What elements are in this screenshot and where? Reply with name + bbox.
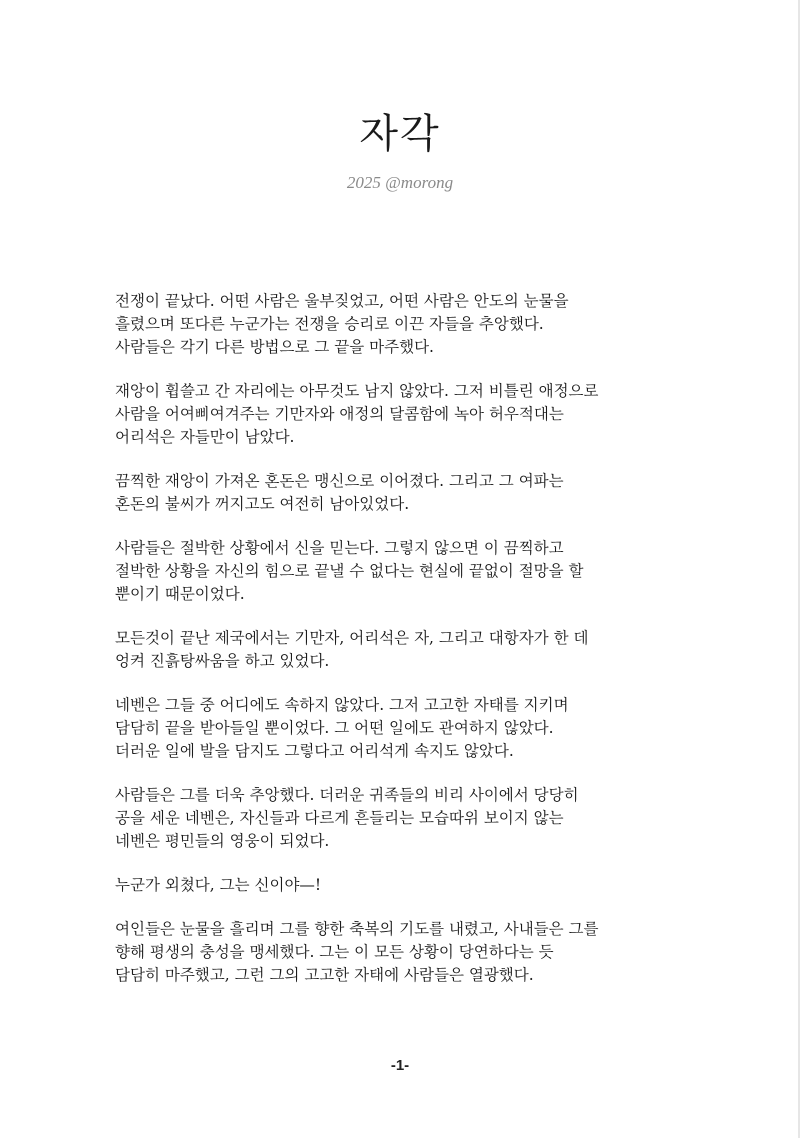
paragraph-9 [115, 918, 695, 987]
text-line: 엉켜 진흙탕싸움을 하고 있었다. [115, 652, 330, 670]
paragraph-2 [115, 380, 695, 449]
text-line: 혼돈의 불씨가 꺼지고도 여전히 남아있었다. [115, 495, 410, 513]
author-byline: 2025 @morong [346, 173, 454, 192]
paragraph-3 [115, 470, 695, 516]
paragraph-4 [115, 537, 695, 606]
text-line: 담담히 끝을 받아들일 뿐이었다. 그 어떤 일에도 관여하지 않았다. [115, 719, 554, 737]
text-line: 공을 세운 네벤은, 자신들과 다르게 흔들리는 모습따위 보이지 않는 [115, 809, 564, 827]
text-line: 모든것이 끝난 제국에서는 기만자, 어리석은 자, 그리고 대항자가 한 데 [115, 629, 589, 647]
document-title: 자각 [359, 111, 441, 157]
text-line: 뿐이기 때문이었다. [115, 585, 245, 603]
page-number: -1- [390, 1057, 410, 1074]
text-line: 사람들은 절박한 상황에서 신을 믿는다. 그렇지 않으면 이 끔찍하고 [115, 539, 564, 557]
text-line: 흘렸으며 또다른 누군가는 전쟁을 승리로 이끈 자들을 추앙했다. [115, 315, 544, 333]
text-line: 네벤은 그들 중 어디에도 속하지 않았다. 그저 고고한 자태를 지키며 [115, 696, 569, 714]
text-line: 사람들은 각기 다른 방법으로 그 끝을 마주했다. [115, 338, 434, 356]
text-line: 재앙이 휩쓸고 간 자리에는 아무것도 남지 않았다. 그저 비틀린 애정으로 [115, 382, 599, 400]
paragraph-7 [115, 784, 695, 853]
paragraph-8 [115, 874, 695, 897]
text-line: 여인들은 눈물을 흘리며 그를 향한 축복의 기도를 내렸고, 사내들은 그를 [115, 920, 599, 938]
document-body [115, 290, 695, 1008]
text-line: 사람들은 그를 더욱 추앙했다. 더러운 귀족들의 비리 사이에서 당당히 [115, 786, 579, 804]
text-line: 절박한 상황을 자신의 힘으로 끝낼 수 없다는 현실에 끝없이 절망을 할 [115, 562, 584, 580]
text-line: 어리석은 자들만이 남았다. [115, 428, 295, 446]
text-line: 사람을 어여삐여겨주는 기만자와 애정의 달콤함에 녹아 허우적대는 [115, 405, 564, 423]
paragraph-5 [115, 627, 695, 673]
text-line: 담담히 마주했고, 그런 그의 고고한 자태에 사람들은 열광했다. [115, 966, 534, 984]
text-line: 전쟁이 끝났다. 어떤 사람은 울부짖었고, 어떤 사람은 안도의 눈물을 [115, 292, 569, 310]
paragraph-6 [115, 694, 695, 763]
paragraph-1 [115, 290, 695, 359]
text-line: 누군가 외쳤다, 그는 신이야—! [115, 876, 322, 894]
text-line: 향해 평생의 충성을 맹세했다. 그는 이 모든 상황이 당연하다는 듯 [115, 943, 554, 961]
text-line: 네벤은 평민들의 영웅이 되었다. [115, 832, 330, 850]
text-line: 더러운 일에 발을 담지도 그렇다고 어리석게 속지도 않았다. [115, 742, 514, 760]
text-line: 끔찍한 재앙이 가져온 혼돈은 맹신으로 이어졌다. 그리고 그 여파는 [115, 472, 564, 490]
